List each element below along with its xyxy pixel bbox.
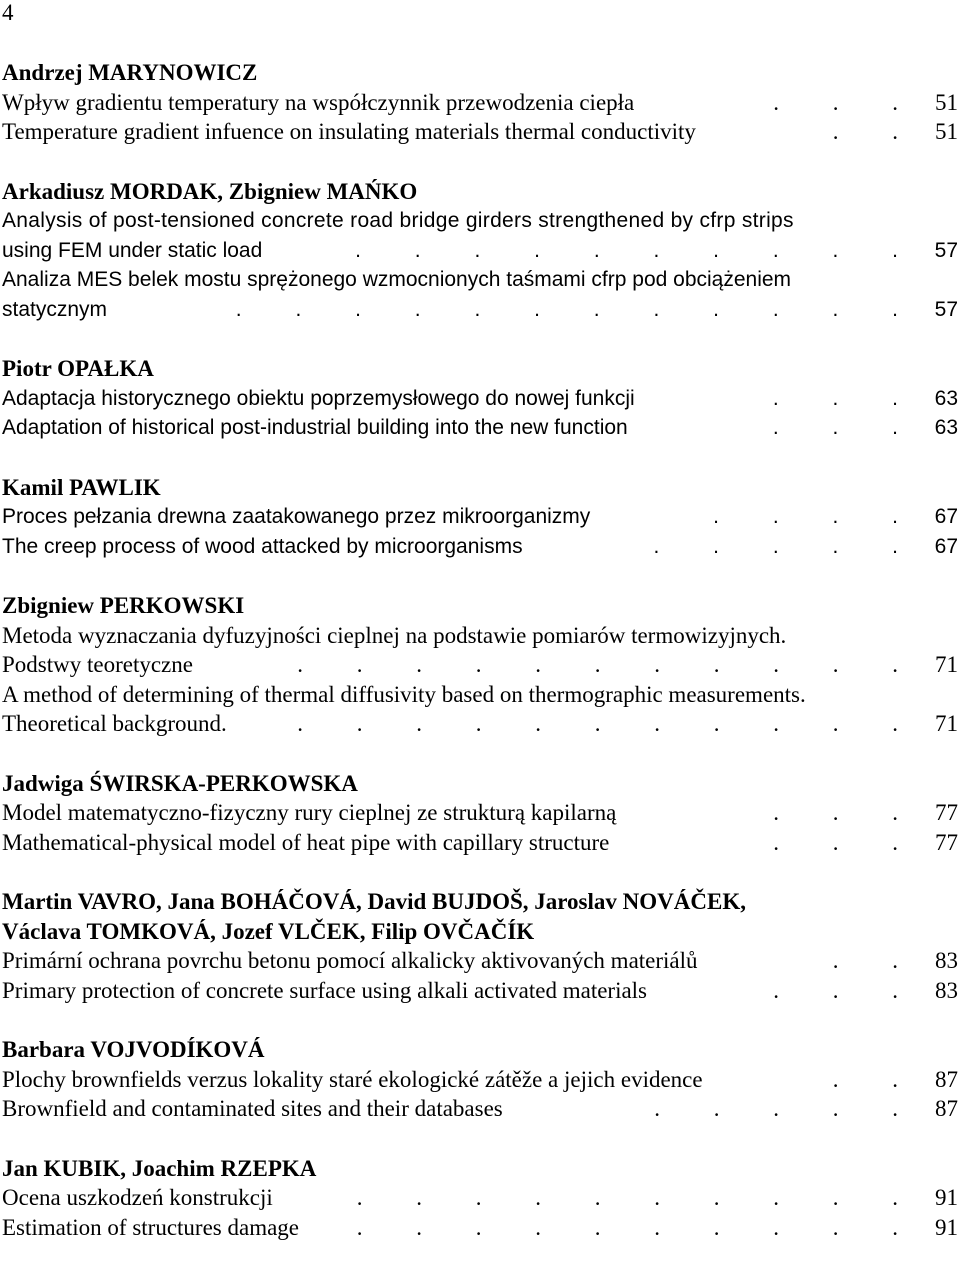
article-title: Adaptation of historical post-industrial building into the new function <box>2 416 628 439</box>
toc-entry <box>2 591 958 739</box>
author-names: Jan KUBIK, Joachim RZEPKA <box>2 1155 317 1181</box>
article-title: Plochy brownfields verzus lokality staré ekologické zátěže a jejich evidence <box>2 1066 703 1092</box>
article-title: Ocena uszkodzeń konstrukcji <box>2 1185 273 1210</box>
toc-line <box>2 828 958 858</box>
article-title: Model matematyczno-fizyczny rury cieplnej ze strukturą kapilarną <box>2 800 617 825</box>
article-title: using FEM under static load <box>2 238 263 262</box>
article-title: Analiza MES belek mostu sprężonego wzmocnionych taśmami cfrp pod obciążeniem <box>2 268 792 291</box>
author-names: Arkadiusz MORDAK, Zbigniew MAŃKO <box>2 178 418 204</box>
toc-line <box>2 295 958 325</box>
page-ref: 83 <box>935 948 958 973</box>
leader-dots: . . . <box>772 416 922 439</box>
article-title: Analysis of post-tensioned concrete road bridge girders strengthened by cfrp strips <box>2 209 794 232</box>
page-ref: 83 <box>935 977 958 1003</box>
page-ref: 57 <box>934 238 958 262</box>
leader-dots: . . . . . <box>653 534 922 558</box>
author-names: Andrzej MARYNOWICZ <box>2 60 258 85</box>
page-ref: 87 <box>935 1066 958 1092</box>
toc-line <box>2 680 958 710</box>
leader-dots: . . <box>832 948 922 973</box>
page-ref: 77 <box>935 800 958 825</box>
toc-line <box>2 502 958 532</box>
toc-line <box>2 650 958 680</box>
author-names: Piotr OPAŁKA <box>2 356 154 381</box>
table-of-contents <box>2 58 958 1272</box>
page-ref: 57 <box>934 297 958 321</box>
toc-line <box>2 117 958 147</box>
leader-dots: . . . <box>772 386 922 410</box>
leader-dots: . . . . . . . . . . <box>355 238 922 262</box>
toc-line <box>2 946 958 976</box>
leader-dots: . . . . <box>713 505 922 528</box>
article-title: statycznym <box>2 297 108 321</box>
article-title: Podstwy teoretyczne <box>2 652 193 677</box>
article-title: Wpływ gradientu temperatury na współczynnik przewodzenia ciepła <box>2 89 635 115</box>
page-ref: 67 <box>934 534 958 558</box>
toc-entry <box>2 769 958 858</box>
article-title: Theoretical background. <box>2 711 227 736</box>
article-title: A method of determining of thermal diffusivity based on thermographic measurements. <box>2 681 806 707</box>
page-ref: 77 <box>935 829 958 855</box>
page-ref: 51 <box>935 89 958 115</box>
leader-dots: . . . . . . . . . . . <box>297 711 922 736</box>
toc-line <box>2 88 958 118</box>
page-ref: 91 <box>935 1185 958 1210</box>
author-names: Barbara VOJVODÍKOVÁ <box>2 1037 265 1062</box>
page-ref: 87 <box>935 1096 958 1121</box>
toc-entry <box>2 473 958 562</box>
toc-line <box>2 206 958 236</box>
article-title: Adaptacja historycznego obiektu poprzemysłowego do nowej funkcji <box>2 386 635 410</box>
author-names: Zbigniew PERKOWSKI <box>2 593 245 618</box>
toc-line <box>2 265 958 295</box>
toc-entry <box>2 887 958 1005</box>
toc-line <box>2 1213 958 1243</box>
leader-dots: . . . <box>773 800 922 825</box>
leader-dots: . . . . . <box>654 1096 922 1121</box>
toc-line <box>2 1065 958 1095</box>
article-title: Primary protection of concrete surface using alkali activated materials <box>2 977 648 1003</box>
article-title: Metoda wyznaczania dyfuzyjności cieplnej na podstawie pomiarów termowizyjnych. <box>2 622 787 648</box>
toc-line <box>2 532 958 562</box>
page-ref: 63 <box>934 416 958 439</box>
toc-entry <box>2 354 958 443</box>
page-ref: 51 <box>935 119 958 144</box>
leader-dots: . . . <box>773 977 922 1003</box>
leader-dots: . . . . . . . . . . <box>356 1185 922 1210</box>
article-title: Temperature gradient infuence on insulating materials thermal conductivity <box>2 119 696 144</box>
page-ref: 91 <box>935 1214 958 1240</box>
page-ref: 67 <box>934 505 958 528</box>
leader-dots: . . . <box>773 89 922 115</box>
article-title: The creep process of wood attacked by microorganisms <box>2 534 523 558</box>
leader-dots: . . . . . . . . . . . . <box>235 297 922 321</box>
author-names: Jadwiga ŚWIRSKA-PERKOWSKA <box>2 770 358 796</box>
toc-line <box>2 976 958 1006</box>
toc-entry <box>2 58 958 147</box>
toc-entry <box>2 1154 958 1243</box>
page-ref: 71 <box>935 711 958 736</box>
article-title: Primární ochrana povrchu betonu pomocí alkalicky aktivovaných materiálů <box>2 948 698 973</box>
toc-line <box>2 236 958 266</box>
page-ref: 63 <box>934 386 958 410</box>
leader-dots: . . <box>832 119 922 144</box>
author-names-continued: Václava TOMKOVÁ, Jozef VLČEK, Filip OVČAČÍK <box>2 918 535 944</box>
author-names: Kamil PAWLIK <box>2 474 161 500</box>
article-title: Brownfield and contaminated sites and their databases <box>2 1096 503 1121</box>
article-title: Proces pełzania drewna zaatakowanego przez mikroorganizmy <box>2 505 591 528</box>
page-number: 4 <box>2 0 14 25</box>
toc-line <box>2 1094 958 1124</box>
article-title: Mathematical-physical model of heat pipe with capillary structure <box>2 829 610 855</box>
leader-dots: . . . . . . . . . . <box>356 1214 922 1240</box>
page-ref: 71 <box>935 652 958 677</box>
toc-line <box>2 798 958 828</box>
leader-dots: . . . . . . . . . . . <box>297 652 922 677</box>
article-title: Estimation of structures damage <box>2 1214 300 1240</box>
toc-line <box>2 413 958 443</box>
toc-line <box>2 1183 958 1213</box>
author-names: Martin VAVRO, Jana BOHÁČOVÁ, David BUJDOŠ, Jaroslav NOVÁČEK, <box>2 889 746 914</box>
toc-entry <box>2 1035 958 1124</box>
leader-dots: . . . <box>773 829 922 855</box>
toc-line <box>2 621 958 651</box>
leader-dots: . . <box>832 1066 922 1092</box>
toc-line <box>2 384 958 414</box>
toc-entry <box>2 177 958 325</box>
toc-line <box>2 709 958 739</box>
